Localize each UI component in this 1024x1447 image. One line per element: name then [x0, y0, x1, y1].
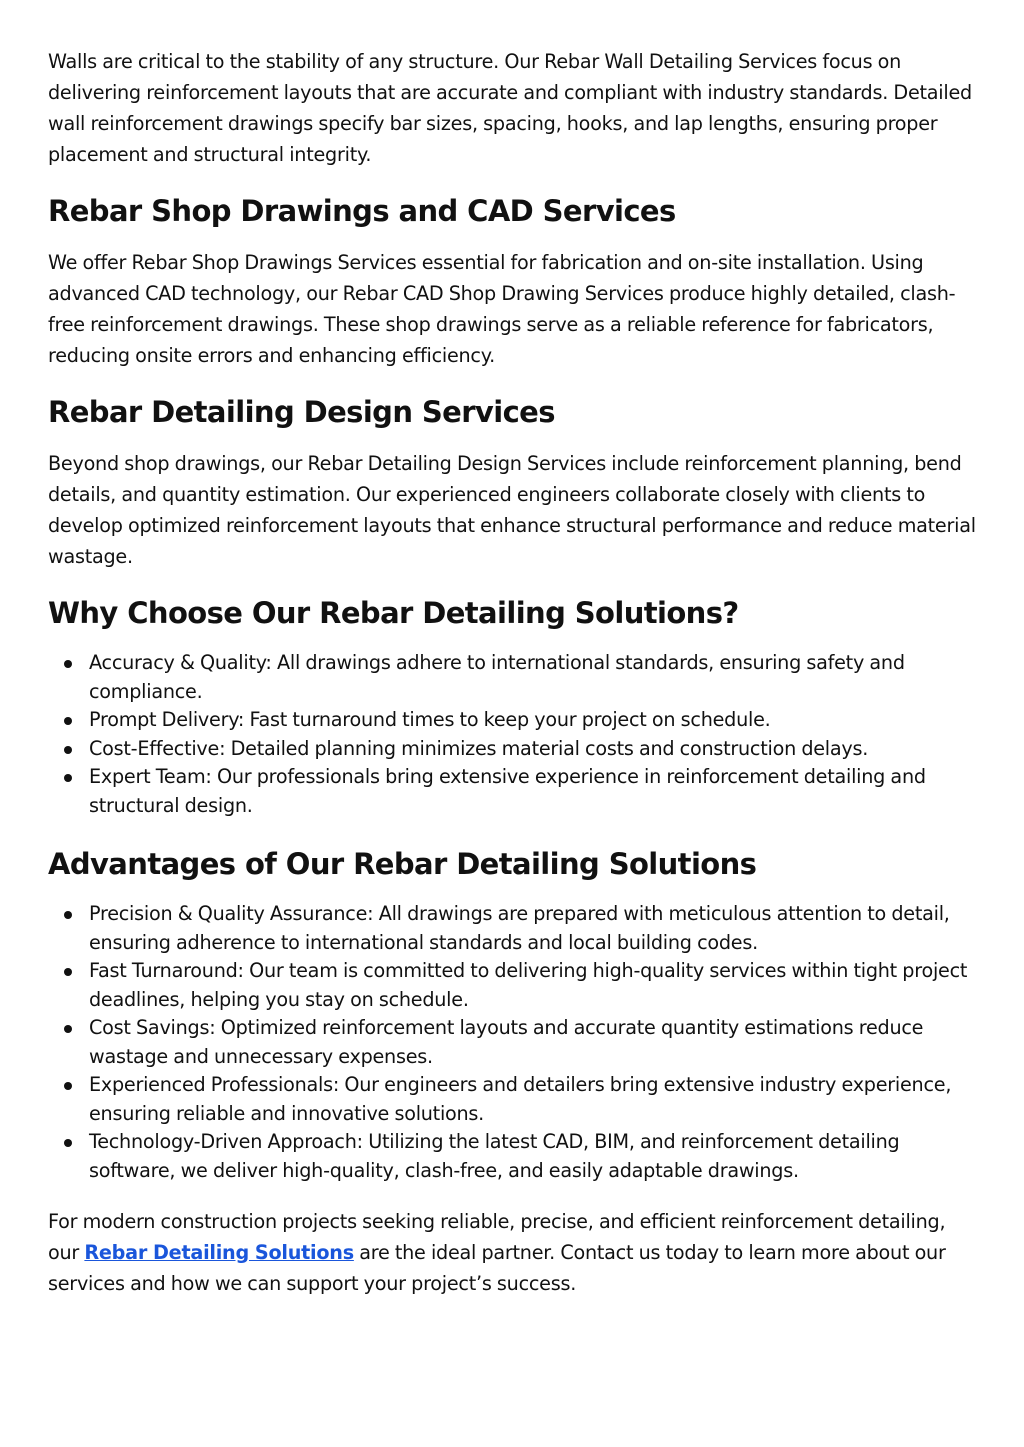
list-item	[48, 1071, 978, 1128]
list-item-text: Accuracy & Quality: All drawings adhere to international standards, ensuring safety and compliance.	[89, 651, 905, 703]
list-item-text: Prompt Delivery: Fast turnaround times to keep your project on schedule.	[89, 708, 771, 731]
list-item	[48, 900, 978, 957]
why-choose-heading: Why Choose Our Rebar Detailing Solutions?	[48, 596, 739, 630]
list-item-text: Fast Turnaround: Our team is committed to delivering high-quality services within tight project deadlines, helping you stay on schedule.	[89, 959, 968, 1011]
document-page	[48, 46, 978, 1299]
advantages-heading: Advantages of Our Rebar Detailing Solutions	[48, 847, 757, 881]
list-item	[48, 1128, 978, 1185]
shop-drawings-paragraph: We offer Rebar Shop Drawings Services essential for fabrication and on-site installation. Using advanced CAD technology, our Rebar CAD Shop Drawing Services produce highly detailed, clash-free reinforcement drawings. These shop drawings serve as a reliable reference for fabricators, reducing onsite errors and enhancing efficiency.	[48, 251, 956, 367]
advantages-list	[48, 900, 978, 1185]
list-item-text: Precision & Quality Assurance: All drawings are prepared with meticulous attention to detail, ensuring adherence to international standards and local building codes.	[89, 902, 950, 954]
list-item	[48, 763, 978, 820]
bullet-icon	[64, 1082, 72, 1090]
list-item-text: Experienced Professionals: Our engineers and detailers bring extensive industry experience, ensuring reliable and innovative solutions.	[89, 1073, 952, 1125]
bullet-icon	[64, 774, 72, 782]
list-item-text: Technology-Driven Approach: Utilizing the latest CAD, BIM, and reinforcement detailing software, we deliver high-quality, clash-free, and easily adaptable drawings.	[89, 1130, 900, 1182]
bullet-icon	[64, 660, 72, 668]
list-item-text: Cost Savings: Optimized reinforcement layouts and accurate quantity estimations reduce wastage and unnecessary expenses.	[89, 1016, 924, 1068]
list-item	[48, 957, 978, 1014]
design-heading: Rebar Detailing Design Services	[48, 395, 555, 429]
bullet-icon	[64, 1139, 72, 1147]
list-item	[48, 735, 978, 764]
list-item-text: Cost-Effective: Detailed planning minimizes material costs and construction delays.	[89, 736, 869, 760]
closing-paragraph	[48, 1206, 978, 1299]
why-choose-list	[48, 649, 978, 820]
list-item	[48, 1014, 978, 1071]
rebar-detailing-solutions-link[interactable]: Rebar Detailing Solutions	[84, 1241, 354, 1264]
list-item-text: Expert Team: Our professionals bring extensive experience in reinforcement detailing and structural design.	[89, 765, 926, 817]
list-item	[48, 649, 978, 706]
bullet-icon	[64, 717, 72, 725]
intro-paragraph: Walls are critical to the stability of any structure. Our Rebar Wall Detailing Services focus on delivering reinforcement layouts that are accurate and compliant with industry standards. Detailed wall reinforcement drawings specify bar sizes, spacing, hooks, and lap lengths, ensuring proper placement and structural integrity.	[48, 50, 972, 166]
bullet-icon	[64, 968, 72, 976]
closing-text-start: For modern construction projects seeking reliable, precise, and efficient reinforcement detailing, our	[48, 1210, 946, 1264]
bullet-icon	[64, 746, 72, 754]
closing-text-end: are the ideal partner. Contact us today to learn more about our services and how we can support your project’s success.	[48, 1241, 946, 1295]
design-paragraph: Beyond shop drawings, our Rebar Detailing Design Services include reinforcement planning, bend details, and quantity estimation. Our experienced engineers collaborate closely with clients to develop optimized reinforcement layouts that enhance structural performance and reduce material wastage.	[48, 452, 976, 568]
bullet-icon	[64, 1025, 72, 1033]
bullet-icon	[64, 911, 72, 919]
list-item	[48, 706, 978, 735]
shop-drawings-heading: Rebar Shop Drawings and CAD Services	[48, 194, 676, 228]
